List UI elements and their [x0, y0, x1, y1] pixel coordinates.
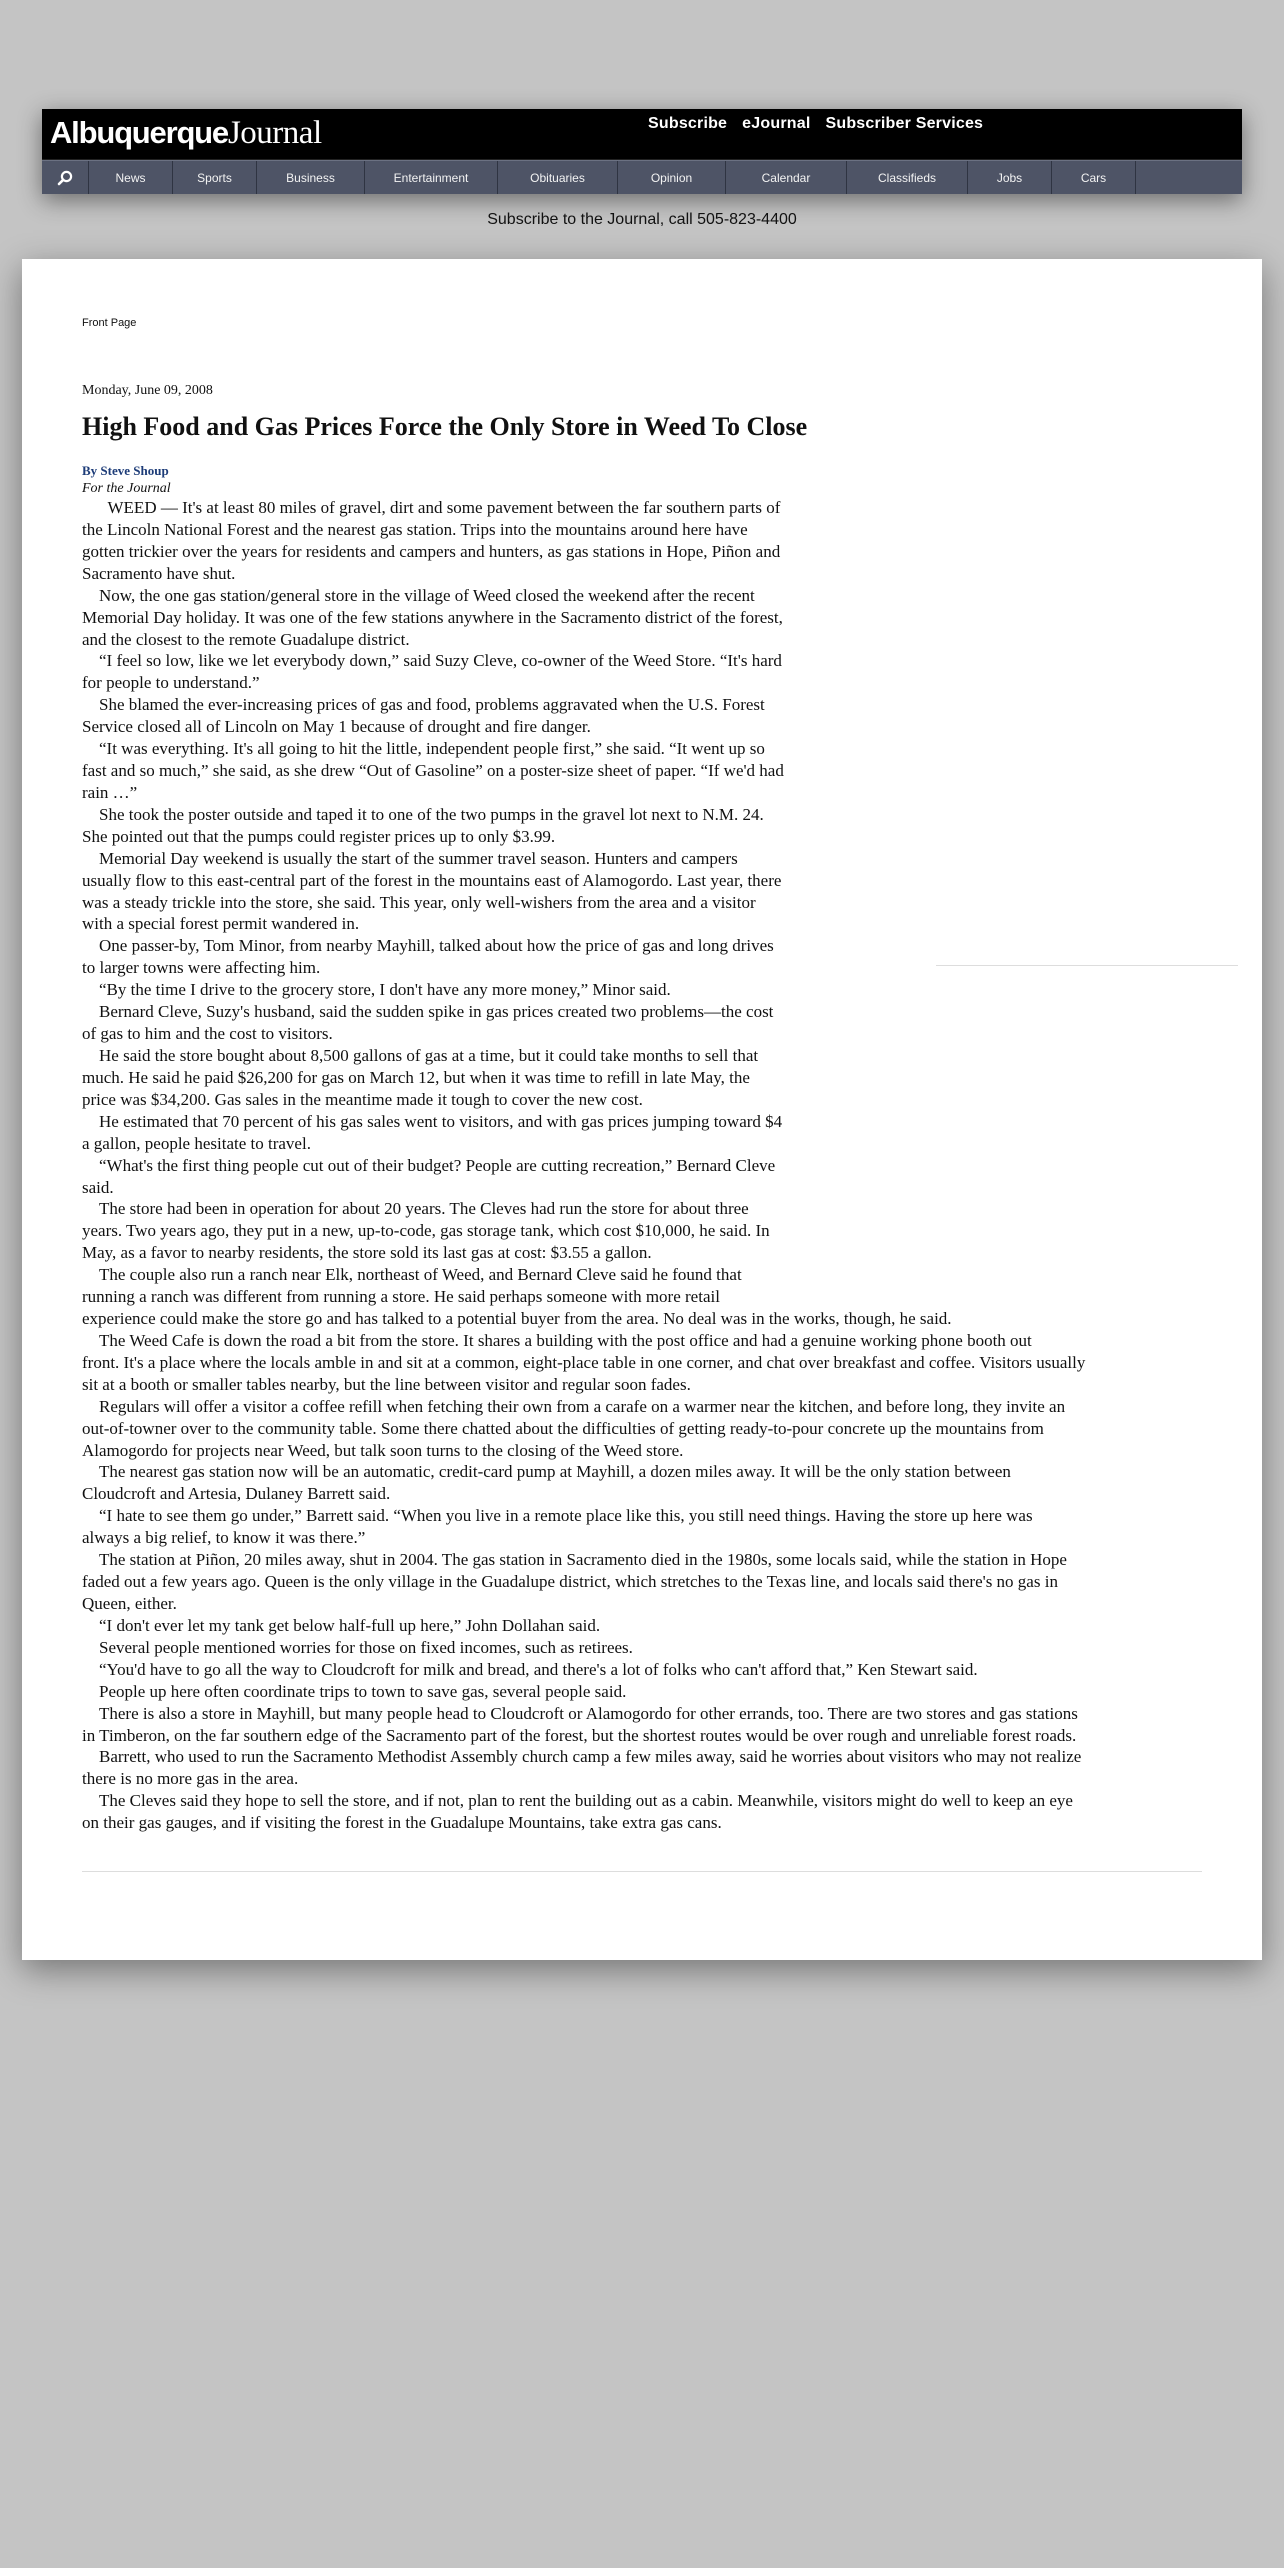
article-line: “It was everything. It's all going to hit the little, independent people first,” she said. “It went up so	[82, 739, 765, 759]
article-line: The store had been in operation for about 20 years. The Cleves had run the store for about three	[82, 1199, 749, 1219]
nav-business[interactable]: Business	[257, 161, 365, 194]
article-line: Sacramento have shut.	[82, 563, 236, 583]
section-label: Front Page	[82, 317, 137, 329]
article-line: out-of-towner over to the community table. Some there chatted about the difficulties of getting ready-to-pour concrete up the mountains from	[82, 1418, 1044, 1438]
article-line: May, as a favor to nearby residents, the store sold its last gas at cost: $3.55 a gallon.	[82, 1243, 652, 1263]
article-line: “I feel so low, like we let everybody down,” said Suzy Cleve, co-owner of the Weed Store. “It's hard	[82, 651, 782, 671]
article-line: years. Two years ago, they put in a new, up-to-code, gas storage tank, which cost $10,000, he said. In	[82, 1221, 770, 1241]
article-line: Now, the one gas station/general store in the village of Weed closed the weekend after the recent	[82, 585, 755, 605]
article-line: to larger towns were affecting him.	[82, 958, 321, 978]
article-line: said.	[82, 1177, 114, 1197]
article-line: with a special forest permit wandered in.	[82, 914, 360, 934]
article-line: Bernard Cleve, Suzy's husband, said the sudden spike in gas prices created two problems—the cost	[82, 1002, 774, 1022]
article-line: “By the time I drive to the grocery store, I don't have any more money,” Minor said.	[82, 980, 671, 1000]
article-date: Monday, June 09, 2008	[82, 383, 213, 398]
article-line: there is no more gas in the area.	[82, 1769, 299, 1789]
article-line: usually flow to this east-central part of the forest in the mountains east of Alamogordo. Last year, there	[82, 870, 782, 890]
article-line: Alamogordo for projects near Weed, but talk soon turns to the closing of the Weed store.	[82, 1440, 684, 1460]
article-line: experience could make the store go and has talked to a potential buyer from the area. No deal was in the works, though, he said.	[82, 1309, 952, 1329]
article-line: She blamed the ever-increasing prices of gas and food, problems aggravated when the U.S. Forest	[82, 695, 765, 715]
article-line: Queen, either.	[82, 1594, 177, 1613]
article-line: was a steady trickle into the store, she said. This year, only well-wishers from the area and a visitor	[82, 892, 756, 912]
article-line: “I hate to see them go under,” Barrett said. “When you live in a remote place like this, you still need things. Having the store up here was	[82, 1506, 1033, 1526]
top-links	[648, 115, 983, 133]
site-header	[42, 109, 1242, 194]
logo-bold-text: Albuquerque	[50, 115, 228, 150]
article-credit: For the Journal	[82, 481, 171, 496]
nav-cars[interactable]: Cars	[1052, 161, 1136, 194]
article-headline: High Food and Gas Prices Force the Only Store in Weed To Close	[82, 412, 808, 441]
article-line: faded out a few years ago. Queen is the only village in the Guadalupe district, which stretches to the Texas line, and locals said there's no gas in	[82, 1572, 1058, 1592]
article-line: the Lincoln National Forest and the nearest gas station. Trips into the mountains around here have	[82, 519, 748, 539]
article-line: sit at a booth or smaller tables nearby, but the line between visitor and regular soon fades.	[82, 1374, 691, 1394]
nav-sports[interactable]: Sports	[173, 161, 257, 194]
nav-classifieds[interactable]: Classifieds	[847, 161, 968, 194]
article-line: gotten trickier over the years for residents and campers and hunters, as gas stations in Hope, Piñon and	[82, 541, 781, 561]
nav-obituaries[interactable]: Obituaries	[498, 161, 618, 194]
article-line: He said the store bought about 8,500 gallons of gas at a time, but it could take months to sell that	[82, 1046, 759, 1065]
article-line: She pointed out that the pumps could register prices up to only $3.99.	[82, 826, 556, 846]
article-line: much. He said he paid $26,200 for gas on March 12, but when it was time to refill in late May, the	[82, 1067, 750, 1087]
article-line: “I don't ever let my tank get below half-full up here,” John Dollahan said.	[82, 1615, 601, 1635]
header-top-bar	[42, 109, 1242, 160]
article-page	[22, 259, 1262, 1960]
article-line: a gallon, people hesitate to travel.	[82, 1133, 311, 1153]
nav-opinion[interactable]: Opinion	[618, 161, 726, 194]
article-line: WEED — It's at least 80 miles of gravel, dirt and some pavement between the far southern parts of	[82, 498, 781, 517]
sidebar-divider	[936, 965, 1238, 966]
article-line: of gas to him and the cost to visitors.	[82, 1024, 333, 1044]
article-line: front. It's a place where the locals amble in and sit at a common, eight-place table in one corner, and chat over breakfast and coffee. Visitors usually	[82, 1352, 1086, 1372]
article-line: He estimated that 70 percent of his gas sales went to visitors, and with gas prices jumping toward $4	[82, 1111, 783, 1131]
article-line: Memorial Day holiday. It was one of the few stations anywhere in the Sacramento district of the forest,	[82, 607, 783, 627]
ejournal-link[interactable]: eJournal	[742, 115, 811, 132]
article-line: Service closed all of Lincoln on May 1 because of drought and fire danger.	[82, 717, 591, 737]
article-line: rain …”	[82, 782, 138, 802]
article-line: Regulars will offer a visitor a coffee refill when fetching their own from a carafe on a warmer near the kitchen, and before long, they invite an	[82, 1396, 1066, 1416]
magnifier-icon	[57, 170, 73, 186]
article-end-divider	[82, 1871, 1202, 1872]
article-line: fast and so much,” she said, as she drew “Out of Gasoline” on a poster-size sheet of paper. “If we'd had	[82, 761, 784, 781]
nav-entertainment[interactable]: Entertainment	[365, 161, 498, 194]
article-line: running a ranch was different from running a store. He said perhaps someone with more retail	[82, 1287, 720, 1307]
main-nav	[42, 160, 1242, 194]
subscriber-services-link[interactable]: Subscriber Services	[825, 115, 984, 132]
article-line: There is also a store in Mayhill, but many people head to Cloudcroft or Alamogordo for other errands, too. There are two stores and gas stations	[82, 1703, 1078, 1723]
article-line: always a big relief, to know it was there.”	[82, 1528, 366, 1548]
article-line: Cloudcroft and Artesia, Dulaney Barrett said.	[82, 1484, 391, 1504]
article-line: Several people mentioned worries for those on fixed incomes, such as retirees.	[82, 1637, 633, 1657]
article-line: The nearest gas station now will be an automatic, credit-card pump at Mayhill, a dozen miles away. It will be the only station between	[82, 1462, 1011, 1482]
article-line: and the closest to the remote Guadalupe district.	[82, 629, 410, 649]
search-button[interactable]	[42, 161, 89, 194]
article-line: price was $34,200. Gas sales in the meantime made it tough to cover the new cost.	[82, 1089, 643, 1109]
article-line: The Weed Cafe is down the road a bit from the store. It shares a building with the post office and had a genuine working phone booth out	[82, 1330, 1032, 1350]
article-line: Memorial Day weekend is usually the start of the summer travel season. Hunters and campers	[82, 848, 738, 868]
article-byline[interactable]: By Steve Shoup	[82, 463, 169, 478]
article-line: People up here often coordinate trips to town to save gas, several people said.	[82, 1681, 627, 1701]
article-line: She took the poster outside and taped it to one of the two pumps in the gravel lot next to N.M. 24.	[82, 804, 764, 824]
article-line: One passer-by, Tom Minor, from nearby Mayhill, talked about how the price of gas and long drives	[82, 936, 774, 956]
article-line: for people to understand.”	[82, 673, 260, 693]
article-line: The Cleves said they hope to sell the store, and if not, plan to rent the building out as a cabin. Meanwhile, visitors might do well to keep an eye	[82, 1791, 1073, 1811]
article-line: in Timberon, on the far southern edge of the Sacramento part of the forest, but the shortest routes would be over rough and unreliable forest roads.	[82, 1725, 1077, 1745]
logo-light-text: Journal	[227, 115, 322, 151]
article-line: Barrett, who used to run the Sacramento Methodist Assembly church camp a few miles away, said he worries about visitors who may not realize	[82, 1747, 1082, 1767]
article-line: The couple also run a ranch near Elk, northeast of Weed, and Bernard Cleve said he found that	[82, 1265, 742, 1285]
nav-jobs[interactable]: Jobs	[968, 161, 1052, 194]
subscribe-line: Subscribe to the Journal, call 505-823-4400	[487, 211, 797, 228]
site-logo[interactable]	[50, 115, 322, 153]
article-line: “You'd have to go all the way to Cloudcroft for milk and bread, and there's a lot of folks who can't afford that,” Ken Stewart said.	[82, 1659, 978, 1679]
article-line: “What's the first thing people cut out of their budget? People are cutting recreation,” Bernard Cleve	[82, 1155, 776, 1175]
subscribe-link[interactable]: Subscribe	[648, 115, 728, 132]
nav-calendar[interactable]: Calendar	[726, 161, 847, 194]
article-line: The station at Piñon, 20 miles away, shut in 2004. The gas station in Sacramento died in the 1980s, some locals said, while the station in Hope	[82, 1550, 1067, 1570]
article-line: on their gas gauges, and if visiting the forest in the Guadalupe Mountains, take extra gas cans.	[82, 1813, 722, 1833]
nav-news[interactable]: News	[89, 161, 173, 194]
